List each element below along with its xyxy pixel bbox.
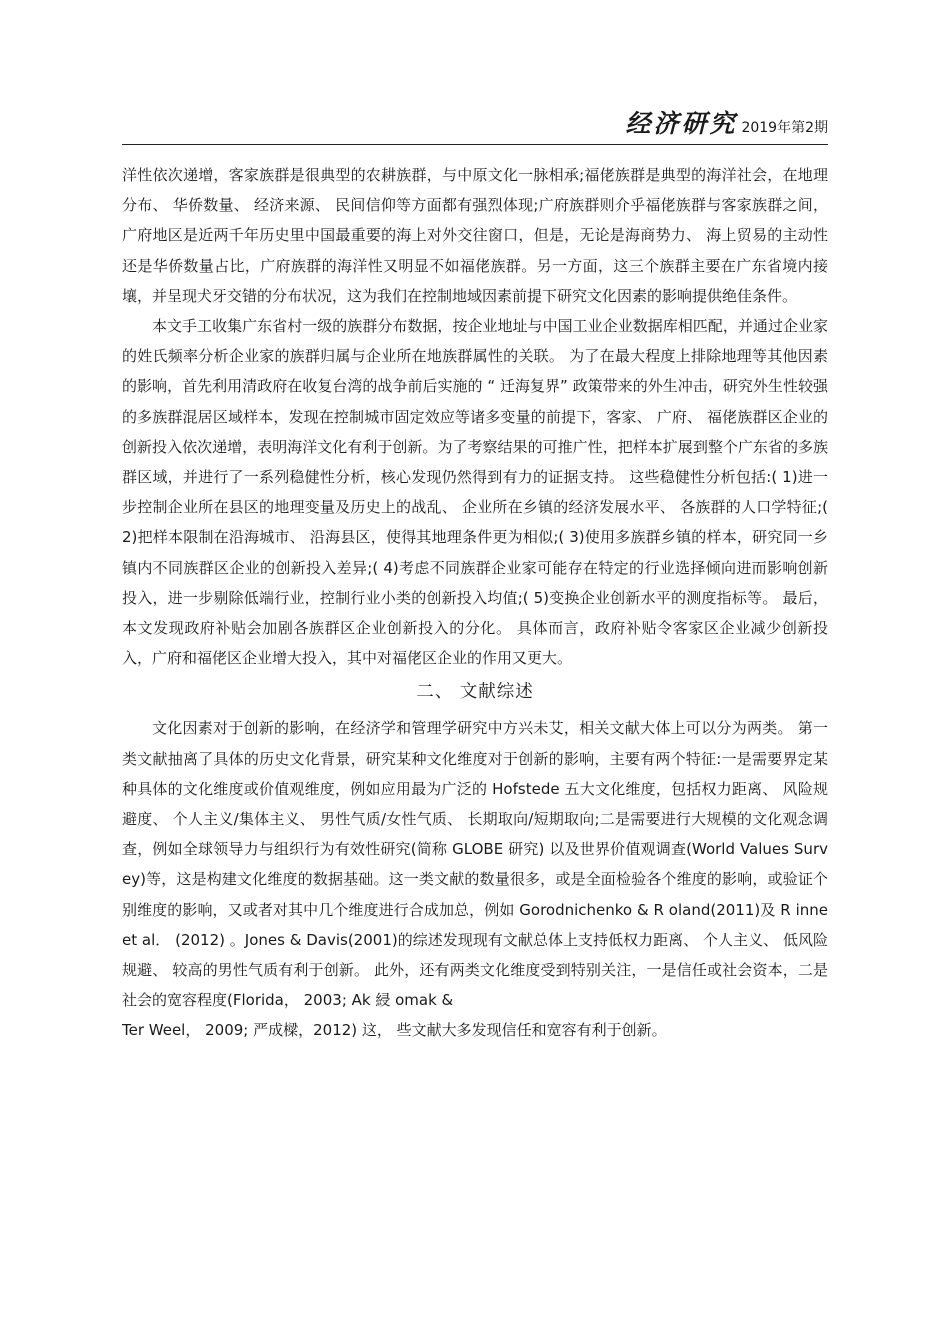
section-heading: 二、 文献综述 — [416, 682, 534, 703]
journal-name: 经济研究 — [625, 109, 738, 138]
running-head — [625, 104, 828, 140]
page-header — [122, 108, 828, 145]
paragraph-continued: 洋性依次递增，客家族群是很典型的农耕族群，与中原文化一脉相承;福佬族群是典型的海洋社会，在地理分布、 华侨数量、 经济来源、 民间信仰等方面都有强烈体现;广府族群则介乎福佬族群与客家族群之间，广府地区是近两千年历史里中国最重要的海上对外交往窗口，但是，无论是海商势力、 海上贸易的主动性还是华侨数量占比，广府族群的海洋性又明显不如福佬族群。另一方面，这三个族群主要在广东省境内接壤，并呈现犬牙交错的分布状况，这为我们在控制地域因素前提下研究文化因素的影响提供绝佳条件。 — [122, 166, 828, 305]
paragraph-literature-review-end: Ter Weel， 2009; 严成樑，2012) 这， 些文献大多发现信任和宽容有利于创新。 — [122, 1021, 667, 1040]
body-text — [122, 160, 828, 1046]
paragraph-literature-review: 文化因素对于创新的影响，在经济学和管理学研究中方兴未艾，相关文献大体上可以分为两类。 第一类文献抽离了具体的历史文化背景，研究某种文化维度对于创新的影响，主要有两个特征:一是需要界定某种具体的文化维度或价值观维度，例如应用最为广泛的 Hofstede 五大文化维度，包括权力距离、 风险规避度、 个人主义/集体主义、 男性气质/女性气质、 长期取向/短期取向;二是需要进行大规模的文化观念调查，例如全球领导力与组织行为有效性研究(简称 GLOBE 研究) 以及世界价值观调查(World Values Survey)等，这是构建文化维度的数据基础。这一类文献的数量很多，或是全面检验各个维度的影响，或验证个别维度的影响，又或者对其中几个维度进行合成加总，例如 Gorodnichenko & R oland(2011)及 R inne et al． (2012) 。Jones & Davis(2001)的综述发现现有文献总体上支持低权力距离、 个人主义、 低风险规避、 较高的男性气质有利于创新。 此外，还有两类文化维度受到特别关注，一是信任或社会资本，二是社会的宽容程度(Florida， 2003; Ak 綅 omak & — [122, 719, 828, 1010]
issue-label: 2019年第2期 — [741, 120, 828, 136]
paragraph-introduction-summary: 本文手工收集广东省村一级的族群分布数据，按企业地址与中国工业企业数据库相匹配，并通过企业家的姓氏频率分析企业家的族群归属与企业所在地族群属性的关联。 为了在最大程度上排除地理等其他因素的影响，首先利用清政府在收复台湾的战争前后实施的 “ 迁海复界” 政策带来的外生冲击，研究外生性较强的多族群混居区域样本，发现在控制城市固定效应等诸多变量的前提下，客家、 广府、 福佬族群区企业的创新投入依次递增，表明海洋文化有利于创新。为了考察结果的可推广性，把样本扩展到整个广东省的多族群区域，并进行了一系列稳健性分析，核心发现仍然得到有力的证据支持。 这些稳健性分析包括:( 1)进一步控制企业所在县区的地理变量及历史上的战乱、 企业所在乡镇的经济发展水平、 各族群的人口学特征;( 2)把样本限制在沿海城市、 沿海县区，使得其地理条件更为相似;( 3)使用多族群乡镇的样本，研究同一乡镇内不同族群区企业的创新投入差异;( 4)考虑不同族群企业家可能存在特定的行业选择倾向进而影响创新投入，进一步剔除低端行业，控制行业小类的创新投入均值;( 5)变换企业创新水平的测度指标等。 最后，本文发现政府补贴会加剧各族群区企业创新投入的分化。 具体而言，政府补贴令客家区企业减少创新投入，广府和福佬区企业增大投入，其中对福佬区企业的作用又更大。 — [122, 317, 828, 668]
